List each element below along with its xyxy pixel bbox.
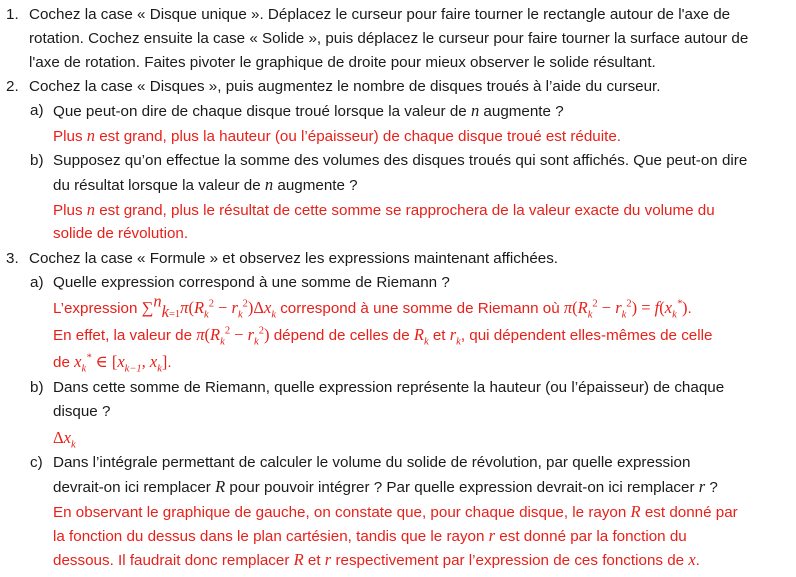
riemann-function-expression: $\pi(R_k^2 - r_k^2) = f(x_k^*)$ xyxy=(563,298,688,321)
riemann-sum-expression: $\sum^n_{k=1}\pi(R_k^2 - r_k^2)\Delta x_k$ xyxy=(141,291,276,322)
item-2a-label: a) xyxy=(30,102,44,119)
item-3c-answer-line-1: En observant le graphique de gauche, on constate que, pour chaque disque, le rayon R est donné par xyxy=(53,502,738,521)
item-2b-question-line-1: Supposez qu’on effectue la somme des volumes des disques troués qui sont affichés. Que peut-on dire xyxy=(53,152,748,169)
item-2b-answer-line-1: Plus n est grand, plus le résultat de cette somme se rapprochera de la valeur exacte du volume du xyxy=(53,200,715,219)
item-3c-question-line-2: devrait-on ici remplacer R pour pouvoir intégrer ? Par quelle expression devrait-on ici remplacer r ? xyxy=(53,477,718,496)
item-3a-label: a) xyxy=(30,274,44,291)
item-3b-label: b) xyxy=(30,379,44,396)
item-3c-answer-line-3: dessous. Il faudrait donc remplacer R et r respectivement par l’expression de ces fonctions de x. xyxy=(53,550,700,569)
item-1-line-1: Cochez la case « Disque unique ». Déplacez le curseur pour faire tourner le rectangle autour de l'axe de xyxy=(29,6,731,23)
item-1-number: 1. xyxy=(6,6,19,23)
item-3c-question-line-1: Dans l’intégrale permettant de calculer le volume du solide de révolution, par quelle expression xyxy=(53,454,691,471)
item-3c-answer-line-2: la fonction du dessus dans le plan cartésien, tandis que le rayon r est donné par la fonction du xyxy=(53,526,687,545)
item-3c-label: c) xyxy=(30,454,43,471)
item-2b-label: b) xyxy=(30,152,44,169)
item-2a-question: Que peut-on dire de chaque disque troué lorsque la valeur de n augmente ? xyxy=(53,101,564,120)
item-3a-question: Quelle expression correspond à une somme de Riemann ? xyxy=(53,274,450,291)
item-3-line-1: Cochez la case « Formule » et observez les expressions maintenant affichées. xyxy=(29,250,559,267)
item-1-line-2: rotation. Cochez ensuite la case « Solide », puis déplacez le curseur pour faire tourner la surface autour de xyxy=(29,30,749,47)
item-3b-answer xyxy=(53,428,76,449)
item-3b-question-line-2: disque ? xyxy=(53,403,111,420)
item-2-number: 2. xyxy=(6,78,19,95)
delta-x-k-expression: $\Delta x_k$ xyxy=(53,428,76,451)
item-2b-question-line-2: du résultat lorsque la valeur de n augmente ? xyxy=(53,175,358,194)
item-1-line-3: l'axe de rotation. Faites pivoter le graphique de droite pour mieux observer le solide résultant. xyxy=(29,54,656,71)
item-2b-answer-line-2: solide de révolution. xyxy=(53,225,189,242)
item-3a-answer-line-2: En effet, la valeur de $\pi(R_k^2 - r_k^2)$ dépend de celles de $R_k$ et $r_k$, qui dépendent elles-mêmes de celle xyxy=(53,325,713,348)
item-3a-answer-line-1: L’expression $\sum^n_{k=1}\pi(R_k^2 - r_k^2)\Delta x_k$ correspond à une somme de Riemann où $\pi(R_k^2 - r_k^2) = f(x_k^*)$. xyxy=(53,291,692,322)
item-2a-answer: Plus n est grand, plus la hauteur (ou l’épaisseur) de chaque disque troué est réduite. xyxy=(53,126,622,145)
item-2-line-1: Cochez la case « Disques », puis augmentez le nombre de disques troués à l’aide du curseur. xyxy=(29,78,661,95)
item-3b-question-line-1: Dans cette somme de Riemann, quelle expression représente la hauteur (ou l’épaisseur) de chaque xyxy=(53,379,725,396)
item-3-number: 3. xyxy=(6,250,19,267)
item-3a-answer-line-3: de $x_k^*$ ∈ [$x_{k-1}$, $x_k$]. xyxy=(53,352,172,375)
